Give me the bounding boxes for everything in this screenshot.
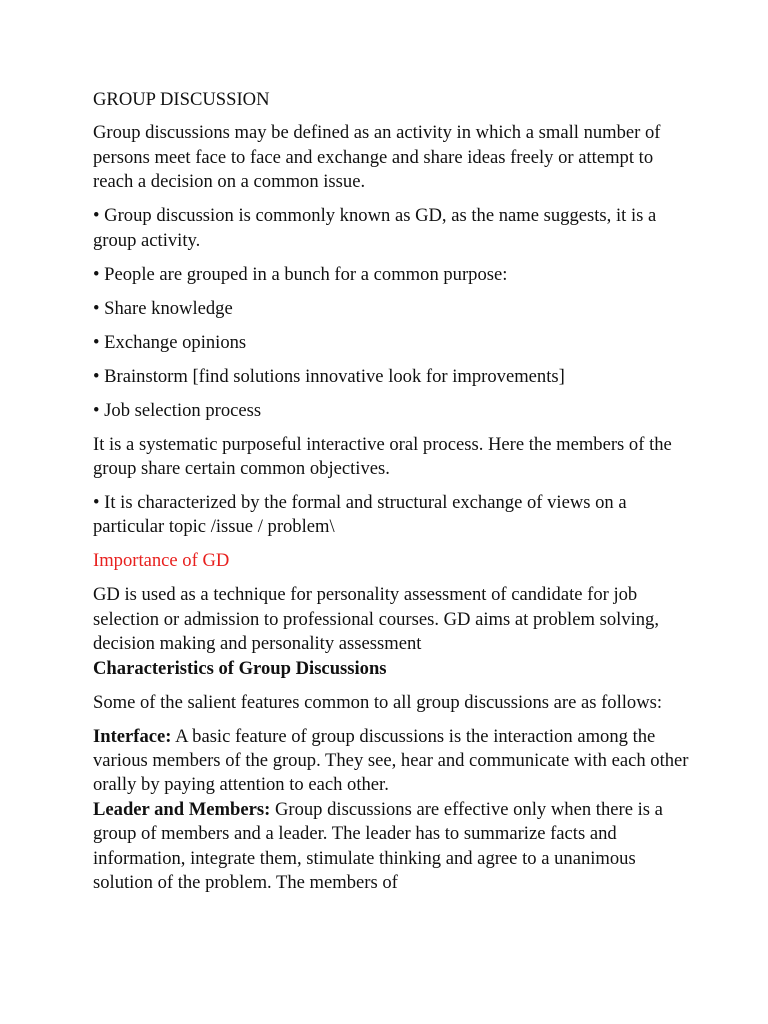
intro-paragraph: Group discussions may be defined as an activity in which a small number of persons meet face to face and exchange and share ideas freely or attempt to reach a decision on a common issue. [93,122,661,193]
bullet-job-selection: • Job selection process [93,399,262,421]
bullet-brainstorm: • Brainstorm [find solutions innovative look for improvements] [93,365,565,387]
importance-heading: Importance of GD [93,550,230,572]
features-intro-paragraph: Some of the salient features common to all group discussions are as follows: [93,691,663,713]
bullet-exchange-opinions: • Exchange opinions [93,331,247,353]
interface-paragraph [93,725,693,798]
leader-text: Group discussions are effective only when there is a group of members and a leader. The leader has to summarize facts and information, integrate them, stimulate thinking and agree to a unanimous solution of the problem. The members of [93,798,663,894]
bullet-gd-known-as: • Group discussion is commonly known as GD, as the name suggests, it is a group activity. [93,205,657,251]
leader-paragraph [93,798,693,896]
bullet-grouped-purpose: • People are grouped in a bunch for a common purpose: [93,263,508,285]
interface-text: A basic feature of group discussions is the interaction among the various members of the group. They see, hear and communicate with each other orally by paying attention to each other. [93,725,689,796]
systematic-paragraph: It is a systematic purposeful interactive oral process. Here the members of the group share certain common objectives. [93,433,672,480]
bullet-characterized: • It is characterized by the formal and structural exchange of views on a particular topic /issue / problem\ [93,492,627,538]
bullet-share-knowledge: • Share knowledge [93,297,233,319]
characteristics-heading: Characteristics of Group Discussions [93,657,387,679]
importance-paragraph: GD is used as a technique for personality assessment of candidate for job selection or admission to professional courses. GD aims at problem solving, decision making and personality assessment [93,584,659,655]
interface-label: Interface: [93,725,172,747]
document-body [93,88,693,896]
leader-label: Leader and Members: [93,798,271,820]
document-title: GROUP DISCUSSION [93,89,270,110]
